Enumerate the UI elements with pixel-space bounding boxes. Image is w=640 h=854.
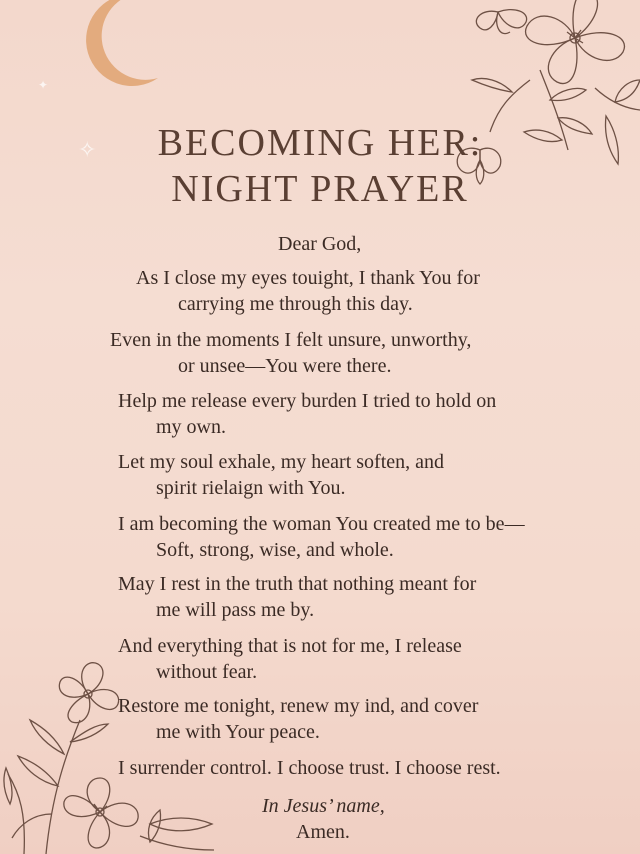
salutation: Dear God, <box>278 233 362 255</box>
prayer-line: May I rest in the truth that nothing meant for <box>118 573 477 595</box>
prayer-line: me will pass me by. <box>156 599 315 621</box>
prayer-line: or unsee—You were there. <box>178 355 392 377</box>
prayer-line: without fear. <box>156 661 258 683</box>
prayer-line: Restore me tonight, renew my ind, and cover <box>118 695 479 717</box>
title-line-1: BECOMING HER: <box>157 122 483 164</box>
crescent-moon-icon <box>78 0 168 92</box>
prayer-line: Help me release every burden I tried to hold on <box>118 390 497 412</box>
prayer-line: me with Your peace. <box>156 721 320 743</box>
sparkle-icon: ✦ <box>38 78 49 92</box>
prayer-line: spirit rielaign with You. <box>156 477 346 499</box>
prayer-line: my own. <box>156 416 226 438</box>
prayer-line: Soft, strong, wise, and whole. <box>156 539 394 561</box>
page-title <box>0 120 640 212</box>
closing-line: In Jesus’ name, <box>262 795 385 817</box>
sparkle-icon: ✧ <box>78 138 97 163</box>
flower-illustration <box>0 654 260 854</box>
prayer-line: I surrender control. I choose trust. I choose rest. <box>118 757 501 779</box>
prayer-line: I am becoming the woman You created me to be— <box>118 513 525 535</box>
closing-amen: Amen. <box>296 821 350 843</box>
prayer-line: carrying me through this day. <box>178 293 413 315</box>
prayer-line: Let my soul exhale, my heart soften, and <box>118 451 445 473</box>
prayer-line: And everything that is not for me, I release <box>118 635 462 657</box>
prayer-line: Even in the moments I felt unsure, unworthy, <box>110 329 472 351</box>
title-line-2: NIGHT PRAYER <box>171 168 469 210</box>
prayer-line: As I close my eyes touight, I thank You for <box>136 267 480 289</box>
